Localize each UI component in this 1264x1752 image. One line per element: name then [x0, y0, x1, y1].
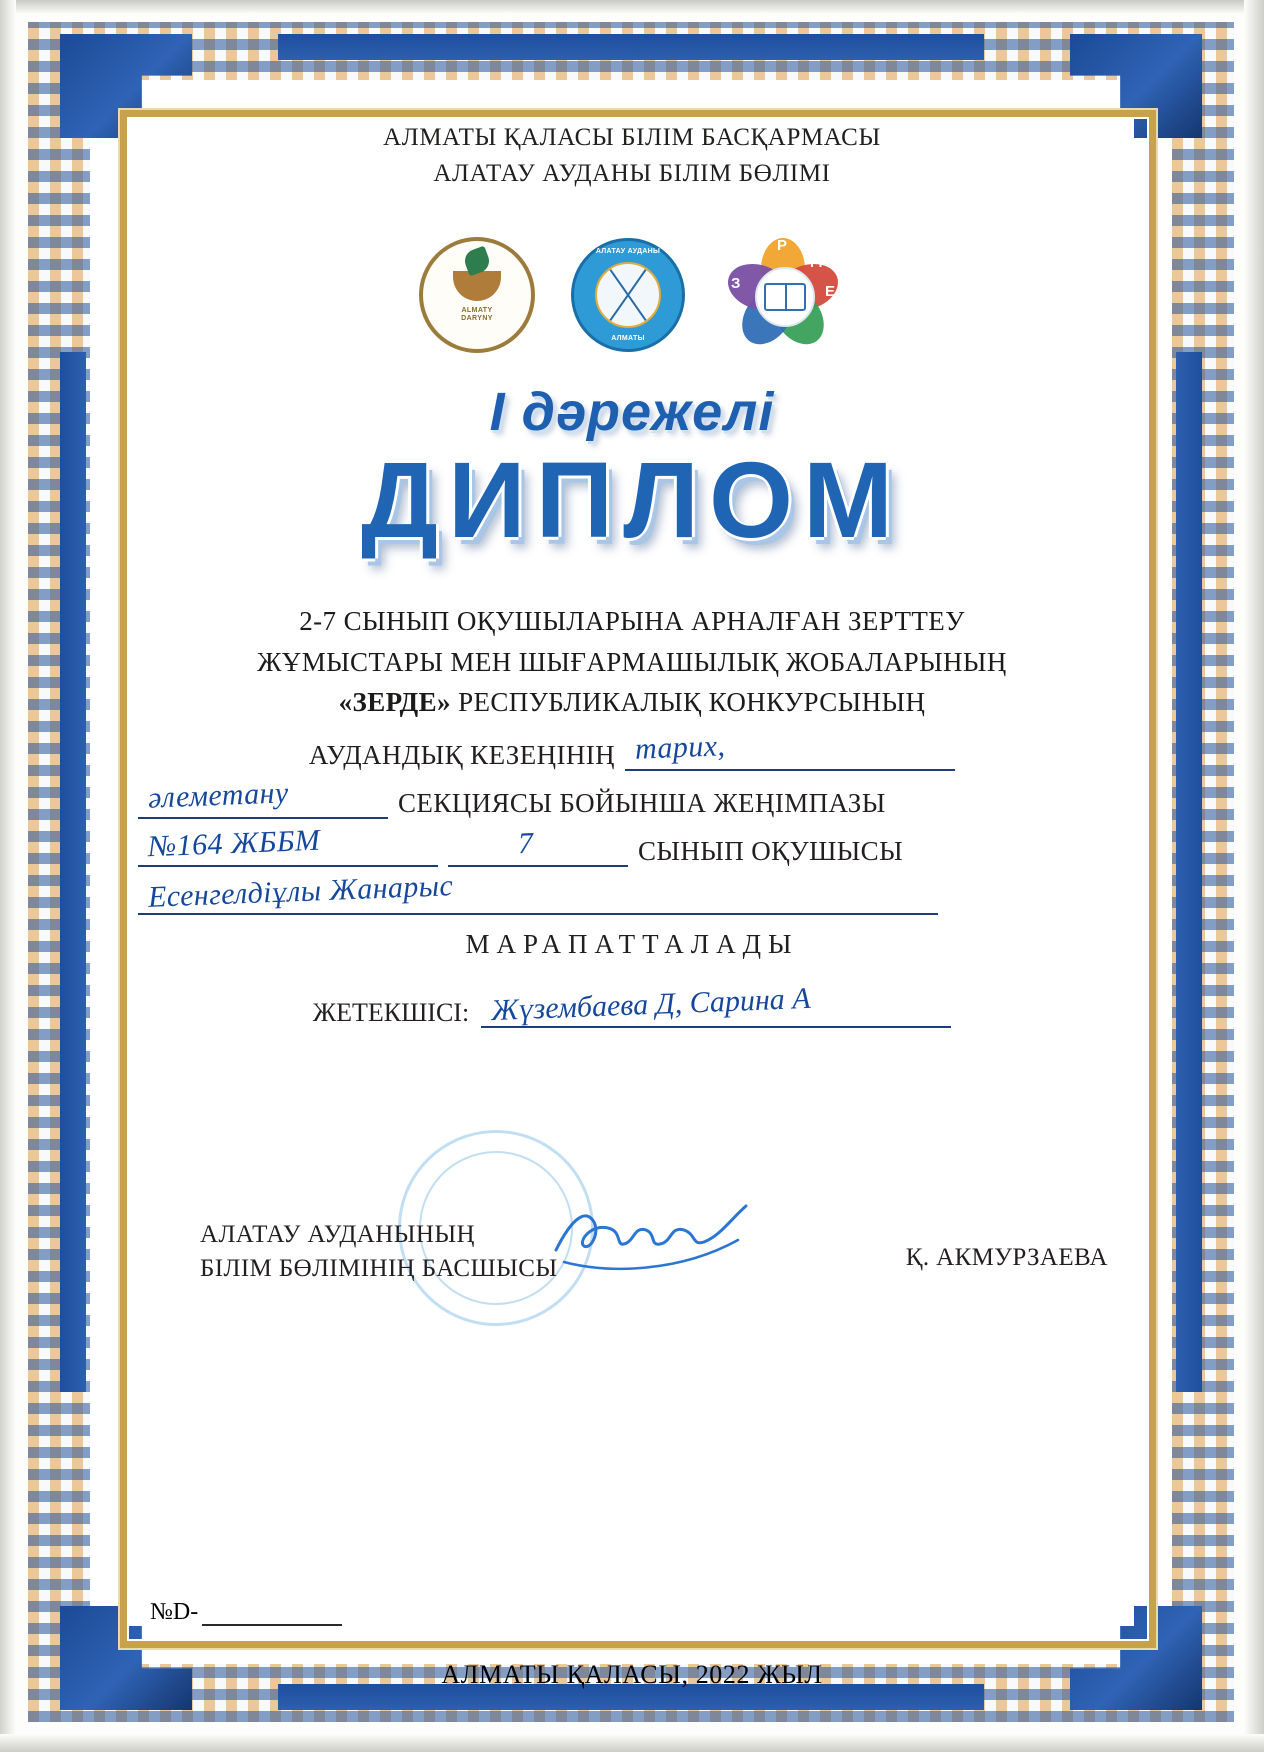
zerde-letter-1: З	[731, 275, 741, 292]
document-number-field[interactable]	[202, 1598, 342, 1626]
issuing-authority-line-2: АЛАТАУ АУДАНЫ БІЛІМ БӨЛІМІ	[433, 159, 831, 187]
diploma-title: ДИПЛОМ	[361, 439, 903, 560]
logo-row	[120, 235, 1144, 355]
section-row-1	[120, 729, 1144, 771]
signatory-title-line-1: АЛАТАУ АУДАНЫНЫҢ	[200, 1220, 476, 1248]
grade-field[interactable]	[448, 825, 628, 867]
edge-bar-right	[1176, 352, 1202, 1392]
document-number-label: №D-	[150, 1599, 199, 1625]
issuing-authority-line-1: АЛМАТЫ ҚАЛАСЫ БІЛІМ БАСҚАРМАСЫ	[383, 124, 881, 151]
almaty-daryny-logo-text	[461, 307, 493, 323]
certificate-content	[120, 120, 1144, 1328]
awarded-word: МАРАПАТТАЛАДЫ	[465, 928, 799, 959]
supervisor-label: ЖЕТЕКШІСІ:	[312, 997, 470, 1027]
school-field-value: №164 ЖББМ	[147, 823, 321, 863]
zerde-logo	[721, 239, 845, 351]
scan-edge-top	[0, 0, 1264, 14]
signature-area	[120, 1178, 1144, 1328]
almaty-daryny-text-line-1: ALMATY	[461, 306, 493, 314]
supervisor-field[interactable]	[481, 981, 951, 1028]
award-body-line-2: ЖҰМЫСТАРЫ МЕН ШЫҒАРМАШЫЛЫҚ ЖОБАЛАРЫНЫҢ	[257, 646, 1007, 677]
section-row-4	[120, 868, 1144, 915]
alatau-logo-text-top: АЛАТАУ АУДАНЫ	[595, 248, 661, 255]
section-winner-label: СЕКЦИЯСЫ БОЙЫНША ЖЕҢІМПАЗЫ	[398, 787, 886, 818]
scan-edge-bottom	[0, 1734, 1264, 1752]
supervisor-value: Жүзембаева Д, Сарина А	[490, 981, 812, 1027]
open-book-icon	[764, 283, 806, 311]
almaty-daryny-logo	[419, 237, 535, 353]
almaty-daryny-text-line-2: DARYNY	[461, 315, 493, 322]
subject-field-2-value: әлеметану	[147, 775, 290, 815]
zerde-letter-2: Е	[741, 245, 752, 262]
scan-edge-left	[0, 0, 16, 1752]
scan-edge-right	[1244, 0, 1264, 1752]
grade-student-label: СЫНЫП ОҚУШЫСЫ	[638, 835, 904, 866]
award-body-line-3-rest: РЕСПУБЛИКАЛЫҚ КОНКУРСЫНЫҢ	[458, 687, 926, 718]
zerde-letter-4: Д	[811, 251, 822, 268]
edge-bar-left	[60, 352, 86, 1392]
subject-field-1[interactable]	[625, 729, 955, 771]
award-body-text	[120, 601, 1144, 723]
document-number	[150, 1598, 342, 1626]
edge-bar-top	[278, 34, 984, 60]
supervisor-row	[120, 981, 1144, 1028]
diploma-degree: I дәрежелі	[489, 382, 775, 442]
grade-field-value: 7	[517, 826, 535, 860]
alatau-logo-text-bottom: АЛМАТЫ	[611, 335, 645, 342]
alatau-audany-logo	[571, 238, 685, 352]
student-name-field[interactable]	[138, 868, 938, 915]
bowl-leaf-icon	[453, 271, 501, 301]
signatory-title	[200, 1218, 558, 1287]
stage-label: АУДАНДЫҚ КЕЗЕҢІНІҢ	[308, 739, 616, 770]
handwritten-signature	[550, 1188, 760, 1278]
student-name-value: Есенгелдіұлы Жанарыс	[147, 868, 454, 914]
subject-field-2[interactable]	[138, 777, 388, 819]
award-body-line-1: 2-7 СЫНЫП ОҚУШЫЛАРЫНА АРНАЛҒАН ЗЕРТТЕУ	[299, 606, 965, 637]
alatau-emblem-core-icon	[595, 262, 661, 328]
footer-city-year: АЛМАТЫ ҚАЛАСЫ, 2022 ЖЫЛ	[441, 1660, 823, 1689]
section-row-3	[120, 825, 1144, 867]
award-body-line-3	[120, 682, 1144, 723]
zerde-center-disc	[755, 267, 815, 327]
signatory-title-line-2: БІЛІМ БӨЛІМІНІҢ БАСШЫСЫ	[200, 1255, 558, 1283]
zerde-letter-5: Е	[825, 283, 836, 300]
school-field[interactable]	[138, 825, 438, 867]
zerde-letter-3: Р	[777, 237, 788, 254]
section-row-2	[120, 777, 1144, 819]
contest-name: «ЗЕРДЕ»	[338, 687, 451, 718]
subject-field-1-value: тарих,	[634, 728, 726, 766]
signatory-name: Қ. АКМУРЗАЕВА	[905, 1243, 1108, 1271]
